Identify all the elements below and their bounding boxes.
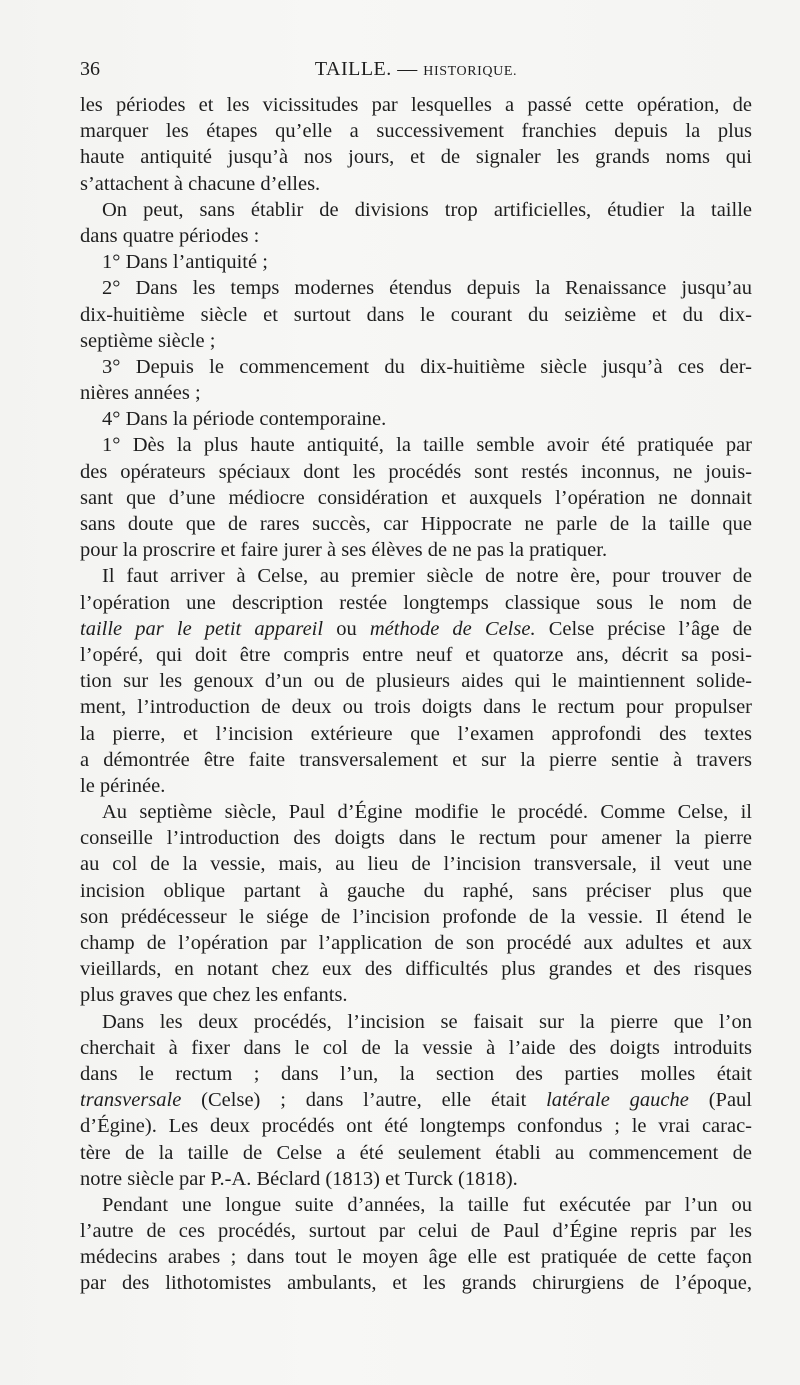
running-head (80, 58, 752, 81)
text-line (80, 616, 752, 642)
text-line: 1° Dès la plus haute antiquité, la taille semble avoir été pratiquée par (102, 434, 752, 457)
text-line: vieillards, en notant chez eux des difficultés plus grandes et des risques (80, 958, 752, 981)
text-line: plus graves que chez les enfants. (80, 984, 348, 1007)
text-line: notre siècle par P.-A. Béclard (1813) et Turck (1818). (80, 1167, 518, 1190)
text-run: ou (323, 617, 370, 640)
italic-text: taille par le petit appareil (80, 617, 324, 640)
text-line: 3° Depuis le commencement du dix-huitième siècle jusqu’à ces der- (102, 355, 752, 378)
page-header (80, 58, 752, 88)
text-line: septième siècle ; (80, 329, 216, 352)
text-line: tère de la taille de Celse a été seulement établi au commencement de (80, 1141, 752, 1164)
text-line: l’opération une description restée longtemps classique sous le nom de (80, 591, 752, 614)
text-line: les périodes et les vicissitudes par lesquelles a passé cette opération, de (80, 94, 752, 116)
text-line: Dans les deux procédés, l’incision se faisait sur la pierre que l’on (102, 1010, 752, 1033)
running-head-dash: — (391, 58, 424, 80)
italic-text: latérale gauche (546, 1089, 689, 1112)
text-line: pour la proscrire et faire jurer à ses élèves de ne pas la pratiquer. (80, 539, 608, 562)
text-line: incision oblique partant à gauche du raphé, sans préciser plus que (80, 879, 752, 902)
text-line: la pierre, et l’incision extérieure que l’examen approfondi des textes (80, 722, 752, 745)
text-line: champ de l’opération par l’application de son procédé aux adultes et aux (80, 932, 752, 954)
text-line: On peut, sans établir de divisions trop artificielles, étudier la taille (102, 198, 752, 221)
text-run: (Paul (688, 1089, 752, 1112)
text-line: nières années ; (80, 382, 201, 405)
running-head-subtitle: HISTORIQUE. (423, 64, 518, 79)
text-line: sant que d’une médiocre considération et auxquels l’opération ne donnait (80, 486, 752, 509)
text-run: (Celse) ; dans l’autre, elle était (181, 1089, 547, 1112)
text-line: s’attachent à chacune d’elles. (80, 172, 321, 195)
text-line: dans le rectum ; dans l’un, la section des parties molles était (80, 1062, 752, 1085)
running-head-title: TAILLE. (314, 58, 392, 80)
text-line: sans doute que de rares succès, car Hippocrate ne parle de la taille que (80, 513, 752, 535)
text-line: au col de la vessie, mais, au lieu de l’incision transversale, il veut une (80, 853, 752, 876)
text-line: 4° Dans la période contemporaine. (102, 408, 387, 431)
text-line: Il faut arriver à Celse, au premier siècle de notre ère, pour trouver de (102, 565, 752, 588)
text-line: d’Égine). Les deux procédés ont été longtemps confondus ; le vrai carac- (80, 1115, 752, 1138)
text-line: conseille l’introduction des doigts dans le rectum pour amener la pierre (80, 827, 752, 850)
text-line (80, 1087, 752, 1113)
text-line: cherchait à fixer dans le col de la vessie à l’aide des doigts introduits (80, 1036, 752, 1059)
italic-text: transversale (80, 1089, 182, 1112)
text-line: l’opéré, qui doit être compris entre neuf et quatorze ans, décrit sa posi- (80, 643, 752, 666)
text-line: son prédécesseur le siége de l’incision profonde de la vessie. Il étend le (80, 905, 752, 928)
text-line: tion sur les genoux d’un ou de plusieurs aides qui le maintiennent solide- (80, 670, 752, 693)
text-line: dix-huitième siècle et surtout dans le courant du seizième et du dix- (80, 303, 752, 326)
text-line: médecins arabes ; dans tout le moyen âge elle est pratiquée de cette façon (80, 1246, 752, 1269)
text-line: 2° Dans les temps modernes étendus depuis la Renaissance jusqu’au (102, 277, 752, 300)
text-line: a démontrée être faite transversalement et sur la pierre sentie à travers (80, 748, 752, 771)
text-line: dans quatre périodes : (80, 224, 260, 247)
page-number: 36 (80, 58, 100, 80)
text-line: Pendant une longue suite d’années, la taille fut exécutée par l’un ou (102, 1193, 752, 1216)
text-line: par des lithotomistes ambulants, et les grands chirurgiens de l’époque, (80, 1272, 752, 1295)
italic-text: méthode de Celse. (369, 617, 536, 640)
text-line: l’autre de ces procédés, surtout par celui de Paul d’Égine repris par les (80, 1220, 752, 1243)
text-run: Celse précise l’âge de (535, 617, 753, 640)
body-text (80, 92, 752, 1297)
text-line: des opérateurs spéciaux dont les procédés sont restés inconnus, ne jouis- (80, 460, 752, 483)
text-line: marquer les étapes qu’elle a successivement franchies depuis la plus (80, 120, 752, 143)
text-line: haute antiquité jusqu’à nos jours, et de signaler les grands noms qui (80, 146, 752, 169)
text-line: 1° Dans l’antiquité ; (102, 251, 268, 274)
text-line: Au septième siècle, Paul d’Égine modifie le procédé. Comme Celse, il (102, 801, 752, 824)
text-line: ment, l’introduction de deux ou trois doigts dans le rectum pour propulser (80, 696, 752, 719)
text-line: le périnée. (80, 774, 166, 797)
